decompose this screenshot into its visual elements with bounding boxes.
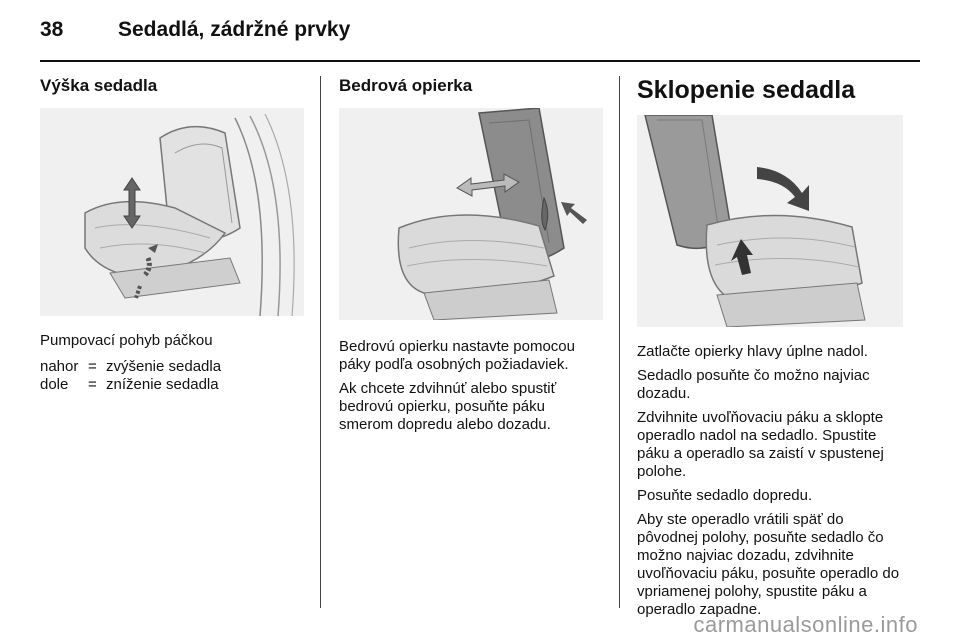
chapter-title: Sedadlá, zádržné prvky xyxy=(118,18,351,41)
figure-caption: Pumpovací pohyb páčkou xyxy=(40,332,213,349)
definition-eq: = xyxy=(88,376,97,393)
lumbar-support-illustration xyxy=(339,108,603,320)
section-heading: Bedrová opierka xyxy=(339,76,473,95)
definition-desc: zníženie sedadla xyxy=(106,376,219,393)
section-seat-folding xyxy=(637,76,903,625)
definition-term: dole xyxy=(40,376,69,393)
header-rule xyxy=(40,60,920,62)
column-divider xyxy=(320,76,321,608)
definition-term: nahor xyxy=(40,358,79,375)
paragraph: Posuňte sedadlo dopredu. xyxy=(637,487,813,504)
paragraph: Aby ste operadlo vrátili späť do pôvodnej polohy, posuňte sedadlo čo možno najviac dozadu, zdvihnite uvoľňovaciu páku, posuňte operadlo do vpriamenej polohy, spustite páku a operadlo zapadne. xyxy=(637,511,900,618)
section-heading: Výška sedadla xyxy=(40,76,158,95)
page-number: 38 xyxy=(40,18,64,41)
column-divider xyxy=(619,76,620,608)
section-body xyxy=(339,338,603,434)
section-heading: Sklopenie sedadla xyxy=(637,76,856,104)
section-lumbar-support xyxy=(339,76,603,440)
paragraph: Zdvihnite uvoľňovaciu páku a sklopte operadlo nadol na sedadlo. Spustite páku a operadlo sa zaistí v spustenej polohe. xyxy=(637,409,884,480)
section-body xyxy=(637,343,903,619)
definition-eq: = xyxy=(88,358,97,375)
seat-height-lever-illustration xyxy=(40,108,304,316)
paragraph: Sedadlo posuňte čo možno najviac dozadu. xyxy=(637,367,870,402)
page-header xyxy=(40,18,920,48)
paragraph: Bedrovú opierku nastavte pomocou páky podľa osobných požiadaviek. xyxy=(339,338,575,373)
seat-fold-illustration xyxy=(637,115,903,327)
definition-list xyxy=(40,358,304,394)
definition-desc: zvýšenie sedadla xyxy=(106,358,222,375)
paragraph: Ak chcete zdvihnúť alebo spustiť bedrovú opierku, posuňte páku smerom dopredu alebo dozadu. xyxy=(339,380,557,433)
section-seat-height xyxy=(40,76,304,394)
paragraph: Zatlačte opierky hlavy úplne nadol. xyxy=(637,343,868,360)
site-watermark: carmanualsonline.info xyxy=(693,612,918,637)
